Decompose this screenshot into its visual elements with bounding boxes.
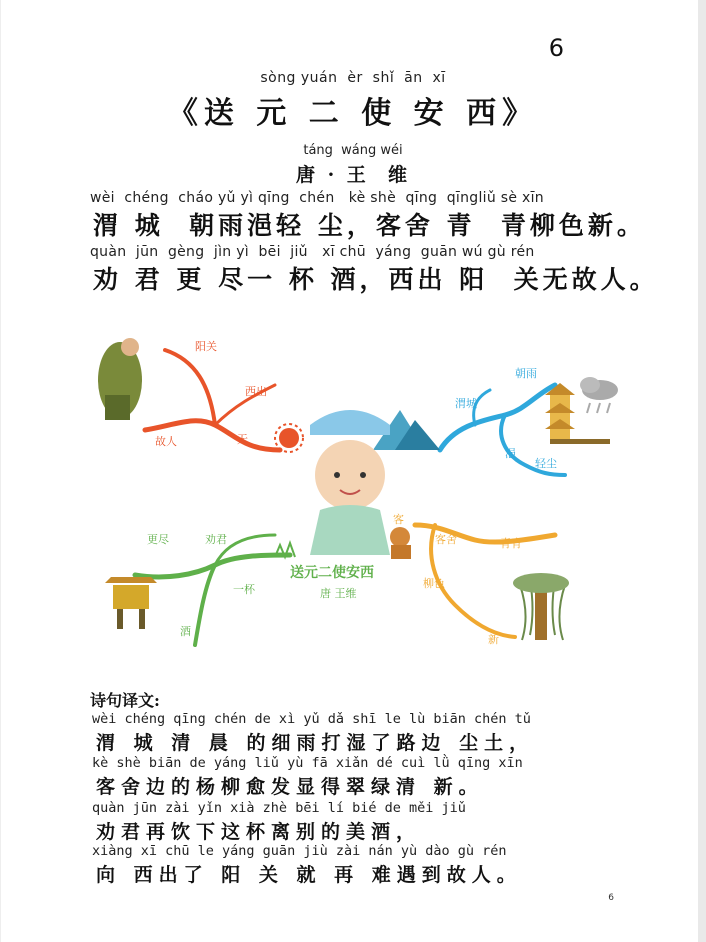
mindmap-label: 客舍 [435, 533, 457, 546]
mindmap-center-title: 送元二使安西 [290, 565, 374, 581]
poem-line-2: 劝 君 更 尽一 杯 酒，西出 阳 关无故人。 [93, 265, 659, 294]
mindmap-label: 无 [237, 433, 248, 446]
translation-line-1-pinyin: wèi chéng qīng chén de xì yǔ dǎ shī le lù biān chén tǔ [92, 711, 531, 727]
mindmap-label: 青青 [500, 537, 522, 550]
poem-line-1: 渭 城 朝雨浥轻 尘，客舍 青 青柳色新。 [93, 211, 646, 240]
author-pinyin: táng wáng wéi [303, 143, 403, 158]
translation-line-2-pinyin: kè shè biān de yáng liǔ yù fā xiǎn dé cuì lǜ qīng xīn [92, 755, 523, 771]
mindmap-label: 柳色 [423, 577, 445, 590]
translation-line-3-pinyin: quàn jūn zài yǐn xià zhè bēi lí bié de měi jiǔ [92, 800, 466, 816]
dog-icon [390, 527, 411, 559]
mindmap-label: 故人 [155, 435, 177, 448]
soldier-icon [98, 338, 142, 420]
translation-line-4-pinyin: xiàng xī chū le yáng guān jiù zài nán yù dào gù rén [92, 843, 507, 859]
mindmap-label: 劝君 [205, 533, 227, 546]
mind-map-illustration [95, 325, 633, 670]
translation-heading: 诗句译文: [90, 691, 160, 710]
translation-line-1: 渭 城 清 晨 的细雨打湿了路边 尘土， [96, 732, 535, 754]
translation-line-4: 向 西出了 阳 关 就 再 难遇到故人。 [96, 864, 522, 886]
lesson-number: 6 [548, 34, 564, 62]
mindmap-label: 阳关 [195, 340, 217, 353]
mindmap-label: 新 [488, 633, 499, 646]
willow-tree-icon [513, 573, 569, 640]
poem-line-1-pinyin: wèi chéng cháo yǔ yì qīng chén kè shè qīng qīngliǔ sè xīn [90, 190, 544, 206]
mindmap-label: 一杯 [233, 583, 255, 596]
mindmap-label: 西出 [245, 385, 267, 398]
page-footer-number: 6 [608, 893, 614, 903]
mindmap-center-author: 唐 王维 [320, 587, 357, 600]
mindmap-label: 浥 [505, 447, 516, 460]
mindmap-label: 客 [393, 513, 404, 526]
title-pinyin: sòng yuán èr shǐ ān xī [260, 70, 446, 86]
translation-line-2: 客舍边的杨柳愈发显得翠绿清 新。 [96, 776, 484, 798]
poem-line-2-pinyin: quàn jūn gèng jìn yì bēi jiǔ xī chū yáng guān wú gù rén [90, 244, 535, 260]
mindmap-label: 酒 [180, 625, 191, 638]
mindmap-label: 渭城 [455, 397, 477, 410]
rain-cloud-icon [580, 377, 618, 413]
mindmap-label: 更尽 [147, 533, 169, 546]
mindmap-label: 轻尘 [535, 457, 557, 470]
sun-icon [275, 424, 303, 452]
translation-line-3: 劝君再饮下这杯离别的美酒， [96, 821, 422, 843]
mindmap-label: 朝雨 [515, 367, 537, 380]
poem-author: 唐 · 王 维 [295, 164, 411, 186]
poem-title: 《送 元 二 使 安 西》 [167, 96, 539, 131]
boy-character-icon [310, 410, 390, 555]
wine-vessel-icon [105, 577, 157, 629]
